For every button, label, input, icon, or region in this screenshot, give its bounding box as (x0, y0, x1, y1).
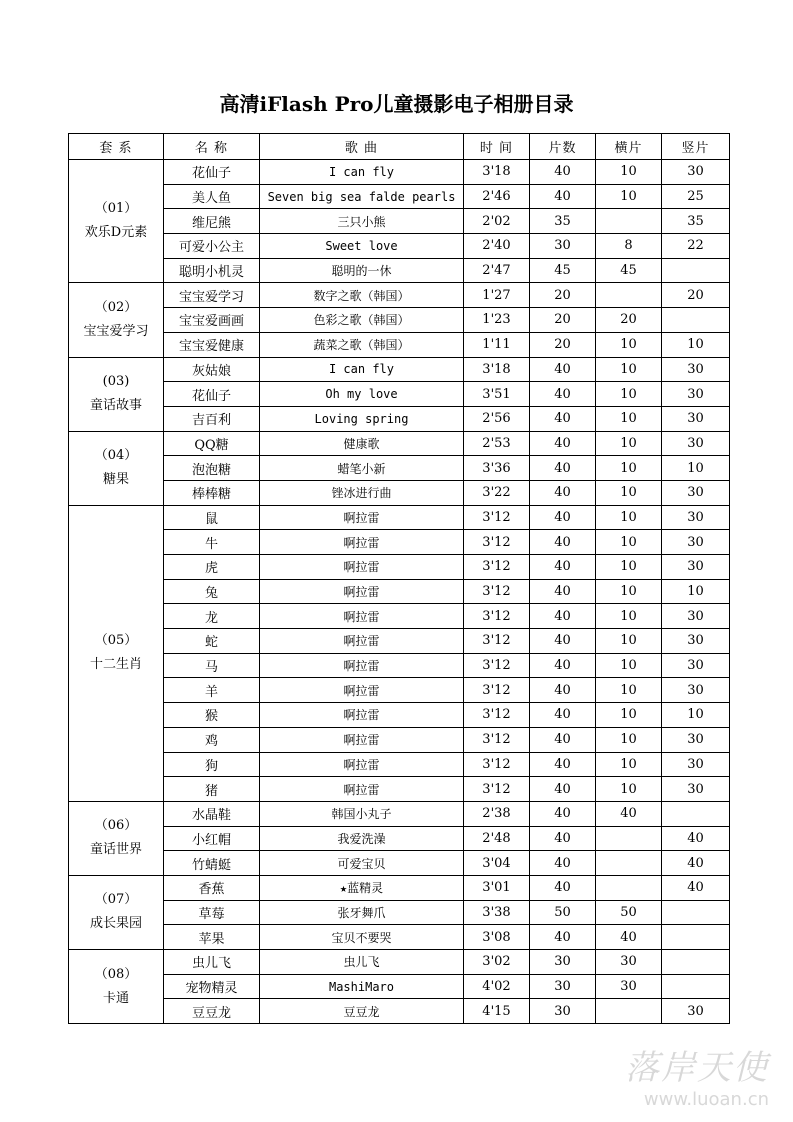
table-row (69, 258, 730, 283)
duration-cell: 3'12 (464, 629, 530, 654)
landscape-count-cell: 10 (596, 604, 662, 629)
table-row (69, 826, 730, 851)
duration-cell: 3'12 (464, 579, 530, 604)
portrait-count-cell: 10 (662, 456, 730, 481)
table-row (69, 875, 730, 900)
portrait-count-cell: 30 (662, 777, 730, 802)
song-title-cell: 张牙舞爪 (260, 900, 464, 925)
photo-count-cell: 40 (530, 826, 596, 851)
photo-count-cell: 40 (530, 357, 596, 382)
photo-count-cell: 40 (530, 703, 596, 728)
song-title-cell: 数字之歌（韩国） (260, 283, 464, 308)
portrait-count-cell: 30 (662, 727, 730, 752)
landscape-count-cell (596, 999, 662, 1024)
duration-cell: 2'56 (464, 406, 530, 431)
song-title-cell: 啊拉雷 (260, 653, 464, 678)
landscape-count-cell: 10 (596, 184, 662, 209)
photo-count-cell: 40 (530, 604, 596, 629)
series-cell (69, 357, 164, 431)
album-name-cell: 聪明小机灵 (164, 258, 260, 283)
portrait-count-cell (662, 308, 730, 333)
duration-cell: 3'12 (464, 555, 530, 580)
series-name: 欢乐D元素 (84, 225, 148, 241)
album-name-cell: 虎 (164, 555, 260, 580)
landscape-count-cell: 10 (596, 406, 662, 431)
column-header: 竖片 (662, 134, 730, 160)
landscape-count-cell: 45 (596, 258, 662, 283)
series-code: （06） (94, 818, 138, 834)
album-name-cell: 棒棒糖 (164, 480, 260, 505)
landscape-count-cell: 10 (596, 382, 662, 407)
landscape-count-cell: 10 (596, 357, 662, 382)
song-title-cell: 啊拉雷 (260, 530, 464, 555)
album-name-cell: 鼠 (164, 505, 260, 530)
landscape-count-cell: 10 (596, 480, 662, 505)
song-title-cell: 啊拉雷 (260, 777, 464, 802)
table-row (69, 703, 730, 728)
table-row (69, 752, 730, 777)
album-name-cell: 花仙子 (164, 382, 260, 407)
song-title-cell: 啊拉雷 (260, 678, 464, 703)
portrait-count-cell: 30 (662, 480, 730, 505)
album-name-cell: 香蕉 (164, 875, 260, 900)
landscape-count-cell: 10 (596, 555, 662, 580)
duration-cell: 3'12 (464, 727, 530, 752)
landscape-count-cell: 10 (596, 332, 662, 357)
column-header: 歌 曲 (260, 134, 464, 160)
portrait-count-cell: 40 (662, 851, 730, 876)
song-title-cell: 啊拉雷 (260, 752, 464, 777)
duration-cell: 3'36 (464, 456, 530, 481)
album-name-cell: 豆豆龙 (164, 999, 260, 1024)
landscape-count-cell (596, 826, 662, 851)
photo-count-cell: 30 (530, 234, 596, 259)
album-name-cell: 蛇 (164, 629, 260, 654)
watermark-url: www.luoan.cn (643, 1089, 769, 1110)
photo-count-cell: 35 (530, 209, 596, 234)
portrait-count-cell: 25 (662, 184, 730, 209)
album-name-cell: 马 (164, 653, 260, 678)
duration-cell: 3'12 (464, 703, 530, 728)
landscape-count-cell: 40 (596, 801, 662, 826)
photo-count-cell: 40 (530, 406, 596, 431)
portrait-count-cell: 30 (662, 999, 730, 1024)
album-name-cell: 泡泡糖 (164, 456, 260, 481)
table-row (69, 727, 730, 752)
song-title-cell: Sweet love (260, 234, 464, 259)
photo-count-cell: 40 (530, 925, 596, 950)
landscape-count-cell: 8 (596, 234, 662, 259)
series-cell (69, 160, 164, 283)
photo-count-cell: 20 (530, 308, 596, 333)
duration-cell: 3'12 (464, 653, 530, 678)
photo-count-cell: 40 (530, 505, 596, 530)
photo-count-cell: 45 (530, 258, 596, 283)
landscape-count-cell: 10 (596, 678, 662, 703)
table-row (69, 950, 730, 975)
duration-cell: 3'02 (464, 950, 530, 975)
column-header: 片数 (530, 134, 596, 160)
photo-count-cell: 30 (530, 974, 596, 999)
watermark-brand: 落岸天使 (625, 1048, 769, 1088)
portrait-count-cell (662, 258, 730, 283)
album-name-cell: 宝宝爱画画 (164, 308, 260, 333)
series-cell (69, 283, 164, 357)
table-row (69, 234, 730, 259)
photo-count-cell: 40 (530, 555, 596, 580)
portrait-count-cell: 10 (662, 579, 730, 604)
landscape-count-cell: 10 (596, 505, 662, 530)
series-name: 童话世界 (89, 842, 142, 858)
table-row (69, 555, 730, 580)
landscape-count-cell: 30 (596, 974, 662, 999)
song-title-cell: 聪明的一休 (260, 258, 464, 283)
series-cell (69, 950, 164, 1024)
album-name-cell: 维尼熊 (164, 209, 260, 234)
table-row (69, 801, 730, 826)
portrait-count-cell: 10 (662, 332, 730, 357)
duration-cell: 3'12 (464, 777, 530, 802)
song-title-cell: 三只小熊 (260, 209, 464, 234)
album-name-cell: 狗 (164, 752, 260, 777)
album-name-cell: 小红帽 (164, 826, 260, 851)
album-name-cell: 竹蜻蜓 (164, 851, 260, 876)
duration-cell: 2'02 (464, 209, 530, 234)
landscape-count-cell: 20 (596, 308, 662, 333)
song-title-cell: 虫儿飞 (260, 950, 464, 975)
album-name-cell: 水晶鞋 (164, 801, 260, 826)
duration-cell: 3'12 (464, 678, 530, 703)
series-code: （05） (94, 633, 138, 649)
album-name-cell: 宠物精灵 (164, 974, 260, 999)
song-title-cell: 啊拉雷 (260, 604, 464, 629)
album-name-cell: 苹果 (164, 925, 260, 950)
photo-count-cell: 40 (530, 579, 596, 604)
album-name-cell: 宝宝爱学习 (164, 283, 260, 308)
duration-cell: 2'38 (464, 801, 530, 826)
album-name-cell: 龙 (164, 604, 260, 629)
portrait-count-cell: 30 (662, 555, 730, 580)
portrait-count-cell (662, 950, 730, 975)
song-title-cell: 啊拉雷 (260, 505, 464, 530)
portrait-count-cell: 30 (662, 530, 730, 555)
column-header: 时 间 (464, 134, 530, 160)
photo-count-cell: 40 (530, 431, 596, 456)
photo-count-cell: 40 (530, 653, 596, 678)
album-name-cell: 兔 (164, 579, 260, 604)
album-name-cell: 美人鱼 (164, 184, 260, 209)
portrait-count-cell: 30 (662, 382, 730, 407)
portrait-count-cell: 30 (662, 160, 730, 185)
photo-count-cell: 20 (530, 332, 596, 357)
photo-count-cell: 40 (530, 801, 596, 826)
album-name-cell: 鸡 (164, 727, 260, 752)
song-title-cell: 锉冰进行曲 (260, 480, 464, 505)
series-name: 童话故事 (89, 398, 142, 414)
table-row (69, 209, 730, 234)
portrait-count-cell: 40 (662, 826, 730, 851)
photo-count-cell: 40 (530, 184, 596, 209)
photo-count-cell: 40 (530, 480, 596, 505)
portrait-count-cell: 30 (662, 505, 730, 530)
song-title-cell: 健康歌 (260, 431, 464, 456)
series-code: （01） (94, 201, 138, 217)
landscape-count-cell: 10 (596, 530, 662, 555)
photo-count-cell: 40 (530, 629, 596, 654)
table-row (69, 604, 730, 629)
series-code: （08） (94, 966, 138, 982)
portrait-count-cell: 40 (662, 875, 730, 900)
landscape-count-cell (596, 875, 662, 900)
song-title-cell: 蜡笔小新 (260, 456, 464, 481)
duration-cell: 4'15 (464, 999, 530, 1024)
song-title-cell: 韩国小丸子 (260, 801, 464, 826)
song-title-cell: I can fly (260, 160, 464, 185)
album-name-cell: 花仙子 (164, 160, 260, 185)
album-name-cell: 吉百利 (164, 406, 260, 431)
series-name: 卡通 (102, 990, 129, 1006)
table-row (69, 357, 730, 382)
table-row (69, 579, 730, 604)
landscape-count-cell: 10 (596, 160, 662, 185)
table-row (69, 777, 730, 802)
series-code: （02） (94, 299, 138, 315)
table-row (69, 332, 730, 357)
portrait-count-cell: 30 (662, 653, 730, 678)
table-row (69, 678, 730, 703)
series-name: 十二生肖 (89, 657, 142, 673)
landscape-count-cell (596, 209, 662, 234)
duration-cell: 4'02 (464, 974, 530, 999)
duration-cell: 1'11 (464, 332, 530, 357)
photo-count-cell: 20 (530, 283, 596, 308)
duration-cell: 2'53 (464, 431, 530, 456)
portrait-count-cell: 22 (662, 234, 730, 259)
song-title-cell: Seven big sea falde pearls (260, 184, 464, 209)
song-title-cell: 啊拉雷 (260, 703, 464, 728)
album-catalog-table (68, 133, 730, 1024)
song-title-cell: 豆豆龙 (260, 999, 464, 1024)
song-title-cell: 我爱洗澡 (260, 826, 464, 851)
table-row (69, 480, 730, 505)
table-row (69, 505, 730, 530)
series-cell (69, 801, 164, 875)
song-title-cell: Oh my love (260, 382, 464, 407)
series-code: （07） (94, 892, 138, 908)
song-title-cell: 可爱宝贝 (260, 851, 464, 876)
photo-count-cell: 40 (530, 777, 596, 802)
album-name-cell: 羊 (164, 678, 260, 703)
table-row (69, 974, 730, 999)
portrait-count-cell: 30 (662, 629, 730, 654)
portrait-count-cell: 35 (662, 209, 730, 234)
album-name-cell: 猪 (164, 777, 260, 802)
column-header: 横片 (596, 134, 662, 160)
song-title-cell: I can fly (260, 357, 464, 382)
album-name-cell: QQ糖 (164, 431, 260, 456)
duration-cell: 2'47 (464, 258, 530, 283)
album-name-cell: 虫儿飞 (164, 950, 260, 975)
duration-cell: 1'27 (464, 283, 530, 308)
watermark (625, 1040, 769, 1110)
table-row (69, 999, 730, 1024)
duration-cell: 2'40 (464, 234, 530, 259)
table-header (69, 134, 730, 160)
photo-count-cell: 40 (530, 875, 596, 900)
portrait-count-cell: 30 (662, 678, 730, 703)
table-row (69, 382, 730, 407)
photo-count-cell: 30 (530, 950, 596, 975)
photo-count-cell: 30 (530, 999, 596, 1024)
album-name-cell: 猴 (164, 703, 260, 728)
photo-count-cell: 40 (530, 851, 596, 876)
table-row (69, 925, 730, 950)
photo-count-cell: 40 (530, 456, 596, 481)
table-body (69, 160, 730, 1024)
song-title-cell: 蔬菜之歌（韩国） (260, 332, 464, 357)
table-row (69, 530, 730, 555)
series-name: 成长果园 (89, 916, 142, 932)
table-row (69, 308, 730, 333)
landscape-count-cell: 50 (596, 900, 662, 925)
duration-cell: 3'18 (464, 160, 530, 185)
song-title-cell: 宝贝不要哭 (260, 925, 464, 950)
song-title-cell: 啊拉雷 (260, 579, 464, 604)
album-name-cell: 牛 (164, 530, 260, 555)
duration-cell: 3'12 (464, 752, 530, 777)
series-name: 宝宝爱学习 (83, 323, 149, 339)
photo-count-cell: 50 (530, 900, 596, 925)
series-cell (69, 875, 164, 949)
duration-cell: 1'23 (464, 308, 530, 333)
portrait-count-cell (662, 974, 730, 999)
song-title-cell: 啊拉雷 (260, 727, 464, 752)
landscape-count-cell (596, 851, 662, 876)
duration-cell: 3'04 (464, 851, 530, 876)
landscape-count-cell: 10 (596, 703, 662, 728)
series-code: (03) (102, 374, 130, 390)
table-row (69, 900, 730, 925)
duration-cell: 3'38 (464, 900, 530, 925)
album-name-cell: 草莓 (164, 900, 260, 925)
photo-count-cell: 40 (530, 382, 596, 407)
portrait-count-cell: 20 (662, 283, 730, 308)
duration-cell: 3'18 (464, 357, 530, 382)
photo-count-cell: 40 (530, 530, 596, 555)
landscape-count-cell (596, 283, 662, 308)
album-name-cell: 可爱小公主 (164, 234, 260, 259)
duration-cell: 2'46 (464, 184, 530, 209)
table-row (69, 456, 730, 481)
duration-cell: 3'51 (464, 382, 530, 407)
album-name-cell: 宝宝爱健康 (164, 332, 260, 357)
photo-count-cell: 40 (530, 727, 596, 752)
landscape-count-cell: 10 (596, 653, 662, 678)
series-name: 糖果 (102, 472, 129, 488)
series-code: （04） (94, 448, 138, 464)
portrait-count-cell: 30 (662, 604, 730, 629)
column-header: 套 系 (69, 134, 164, 160)
landscape-count-cell: 10 (596, 727, 662, 752)
landscape-count-cell: 10 (596, 777, 662, 802)
column-header: 名 称 (164, 134, 260, 160)
song-title-cell: 啊拉雷 (260, 629, 464, 654)
song-title-cell: 啊拉雷 (260, 555, 464, 580)
portrait-count-cell (662, 900, 730, 925)
landscape-count-cell: 10 (596, 752, 662, 777)
table-row (69, 851, 730, 876)
portrait-count-cell: 30 (662, 357, 730, 382)
photo-count-cell: 40 (530, 752, 596, 777)
landscape-count-cell: 10 (596, 431, 662, 456)
album-name-cell: 灰姑娘 (164, 357, 260, 382)
portrait-count-cell (662, 925, 730, 950)
table-row (69, 160, 730, 185)
table-row (69, 406, 730, 431)
song-title-cell: 色彩之歌（韩国） (260, 308, 464, 333)
duration-cell: 3'12 (464, 604, 530, 629)
duration-cell: 3'12 (464, 530, 530, 555)
portrait-count-cell: 30 (662, 752, 730, 777)
table-row (69, 283, 730, 308)
song-title-cell: MashiMaro (260, 974, 464, 999)
duration-cell: 3'08 (464, 925, 530, 950)
table-row (69, 629, 730, 654)
duration-cell: 3'12 (464, 505, 530, 530)
portrait-count-cell: 10 (662, 703, 730, 728)
landscape-count-cell: 30 (596, 950, 662, 975)
song-title-cell: ★蓝精灵 (260, 875, 464, 900)
document-title: 高清iFlash Pro儿童摄影电子相册目录 (219, 92, 574, 116)
duration-cell: 3'22 (464, 480, 530, 505)
portrait-count-cell: 30 (662, 406, 730, 431)
series-cell (69, 505, 164, 801)
landscape-count-cell: 10 (596, 456, 662, 481)
header-row (69, 134, 730, 160)
portrait-count-cell: 30 (662, 431, 730, 456)
song-title-cell: Loving spring (260, 406, 464, 431)
landscape-count-cell: 10 (596, 579, 662, 604)
duration-cell: 3'01 (464, 875, 530, 900)
table-row (69, 184, 730, 209)
landscape-count-cell: 40 (596, 925, 662, 950)
series-cell (69, 431, 164, 505)
photo-count-cell: 40 (530, 160, 596, 185)
landscape-count-cell: 10 (596, 629, 662, 654)
table-row (69, 653, 730, 678)
duration-cell: 2'48 (464, 826, 530, 851)
portrait-count-cell (662, 801, 730, 826)
table-row (69, 431, 730, 456)
photo-count-cell: 40 (530, 678, 596, 703)
